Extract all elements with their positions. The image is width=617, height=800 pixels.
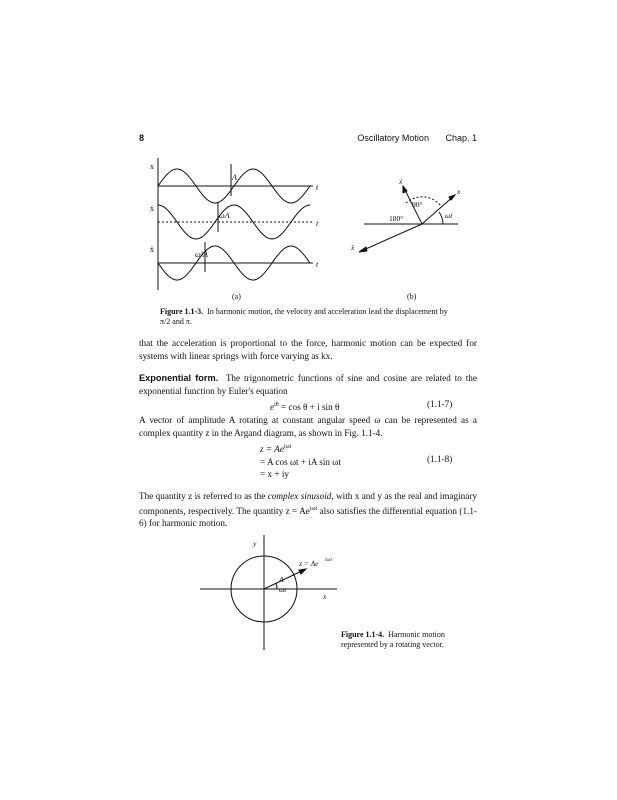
figure-1-1-4 [195,535,345,655]
y-axis-label: y [253,539,257,548]
arrowhead-x [449,195,455,200]
panel-b [359,186,458,252]
caption-label: Figure 1.1-3. [160,307,204,316]
angle-label-180: 180° [389,214,404,223]
label-xddot: ẍ [150,245,154,254]
eq-118-exp: iωt [283,444,292,450]
eq-118-line-3: = x + iy [260,469,289,480]
angle-label-wt: ωt [445,211,453,220]
arrowhead-xddot [359,247,367,252]
x-axis-label: x [323,592,327,601]
figure-1-1-4-caption [341,630,481,650]
caption-2-label: Figure 1.1-4. [341,630,385,639]
phasor-label-xddot: ẍ [351,243,355,252]
para-3-text-1: The quantity z is referred to as the [139,491,268,501]
amp-label-wa: ωA [219,211,230,220]
arc-wt [439,212,443,224]
para-3-text-3: also satisfies the differential equation (1.1-6) for harmonic motion. [139,505,477,529]
para-3-text-2: , with x and y as the real and imaginary components, respectively. The quantity z = Ae [139,491,477,516]
paragraph-1: that the acceleration is proportional to the force, harmonic motion can be expected for systems with linear springs with force varying as kx. [139,338,477,361]
caption-2-text: Harmonic motion represented by a rotating vector. [341,630,445,649]
eq-118-line-1 [260,441,341,456]
figure-1-1-3-caption [160,307,460,327]
equation-1-1-7 [270,399,339,414]
running-header [139,133,477,147]
label-xdot: ẋ [150,204,154,213]
amp-label-a: A [232,173,237,182]
eq-117-exp: iθ [274,402,279,408]
amp-label-w2a: ω²A [195,250,208,259]
paragraph-2: A vector of amplitude A rotating at constant angular speed ω can be represented as a complex quantity z in the Argand diagram, as shown in Fig. 1.1-4. [139,415,477,438]
angle-label-wt: ωt [279,585,287,594]
caption-text: In harmonic motion, the velocity and acceleration lead the displacement by π/2 and π. [160,307,448,326]
equation-1-1-8 [260,441,341,481]
label-x: x [150,162,154,171]
panel-a-sublabel: (a) [232,292,241,301]
eq-117-lhs: e [270,402,275,413]
page-number: 8 [139,133,145,143]
vector-arrowhead [299,569,306,574]
figure-1-1-3 [139,158,479,306]
panel-b-sublabel: (b) [407,292,417,301]
phasor-xddot [359,224,422,252]
equation-number-118: (1.1-8) [427,454,453,464]
paragraph-3 [139,490,477,530]
section-title: Oscillatory Motion [357,133,429,143]
t-label-2: t [316,219,319,228]
para-3-emphasis: complex sinusoid [267,491,332,501]
vector-label-z: z = Ae [299,559,319,568]
vector-label-z-exp: iωt [325,557,332,563]
paragraph-exponential-form [139,372,477,397]
section-heading: Exponential form. [139,373,219,383]
eq-118-lhs: z = Ae [260,444,284,455]
para-3-sup: iωt [309,505,318,512]
angle-arc [276,583,277,589]
phasor-label-x: x [457,187,461,196]
running-title [343,133,477,143]
t-label-1: t [316,183,319,192]
chapter-label: Chap. 1 [445,133,477,143]
eq-118-line-2: = A cos ωt + iA sin ωt [260,456,341,467]
phasor-label-xdot: ẋ [399,177,403,186]
section-text: The trigonometric functions of sine and cosine are related to the exponential function by Euler's equation [139,373,477,396]
vector-label-a: A [279,575,284,584]
eq-117-rhs: = cos θ + i sin θ [280,402,340,413]
t-label-3: t [316,260,319,269]
equation-number-117: (1.1-7) [427,399,453,409]
angle-label-90: 90° [412,200,423,209]
